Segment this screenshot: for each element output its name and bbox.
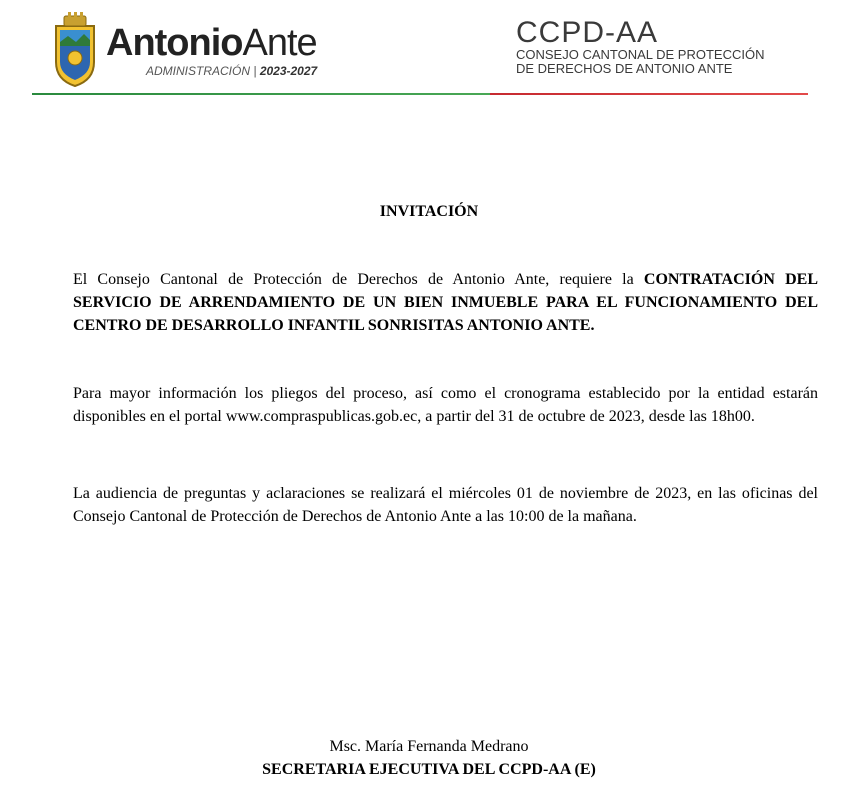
antonio-ante-wordmark — [106, 22, 386, 82]
ccpd-logo — [516, 18, 816, 76]
ccpd-line2: DE DERECHOS DE ANTONIO ANTE — [516, 61, 733, 76]
admin-label: ADMINISTRACIÓN — [146, 64, 251, 78]
paragraph-1-bold: CONTRATACIÓN DEL SERVICIO DE ARRENDAMIENTO DE UN BIEN INMUEBLE PARA EL FUNCIONAMIENTO DEL CENTRO DE DESARROLLO INFANTIL SONRISITAS ANTONIO ANTE. — [73, 271, 818, 334]
paragraph-2: Para mayor información los pliegos del proceso, así como el cronograma establecido por la entidad estarán disponibles en el portal www.compraspublicas.gob.ec, a partir del 31 de octubre de 2023, desde las 18h00. — [73, 385, 818, 425]
ccpd-line1: CONSEJO CANTONAL DE PROTECCIÓN — [516, 47, 765, 62]
administration-label: ADMINISTRACIÓN | 2023-2027 — [146, 64, 318, 78]
municipal-crest-logo — [50, 12, 100, 88]
brand-name-bold: Antonio — [106, 22, 243, 64]
paragraph-3: La audiencia de preguntas y aclaraciones se realizará el miércoles 01 de noviembre de 2023, en las oficinas del Consejo Cantonal de Protección de Derechos de Antonio Ante a las 10:00 de la mañana. — [73, 485, 818, 525]
letterhead — [0, 0, 858, 100]
brand-name-light: Ante — [242, 22, 317, 64]
header-rule-green — [32, 93, 502, 95]
paragraph-1-intro: El Consejo Cantonal de Protección de Derechos de Antonio Ante, requiere la — [73, 271, 644, 288]
document-title: INVITACIÓN — [379, 203, 479, 220]
admin-years: 2023-2027 — [259, 64, 318, 78]
ccpd-acronym: CCPD-AA — [516, 16, 659, 49]
signatory-name: Msc. María Fernanda Medrano — [329, 738, 529, 755]
header-rule-red — [490, 93, 808, 95]
paragraph-1 — [73, 268, 818, 337]
signatory-role: SECRETARIA EJECUTIVA DEL CCPD-AA (E) — [262, 761, 596, 778]
